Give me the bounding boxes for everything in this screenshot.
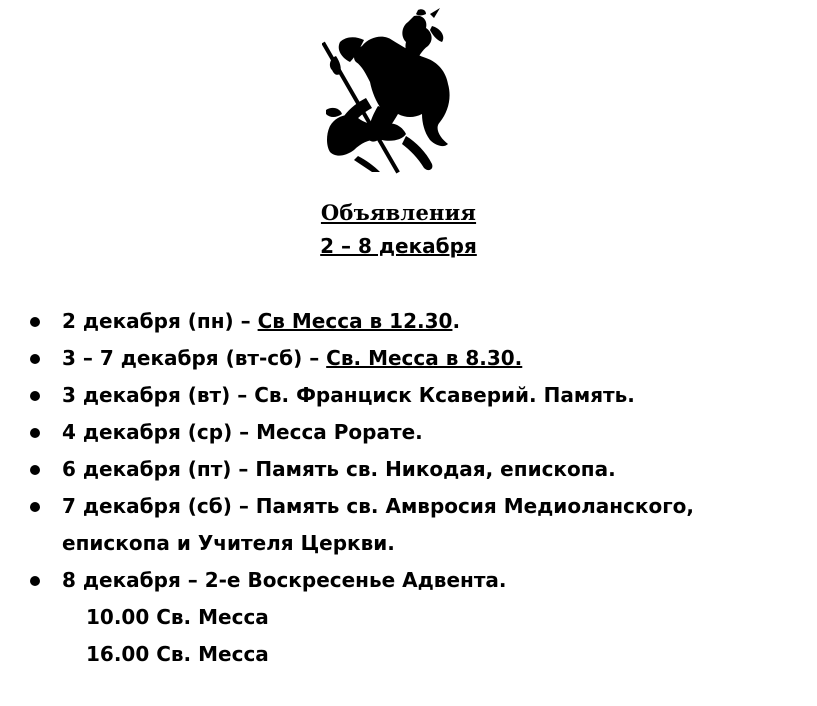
- bullet-icon: [30, 502, 40, 512]
- mass-time-underlined: Св. Месса в 8.30.: [326, 346, 523, 370]
- bullet-icon: [30, 576, 40, 586]
- bullet-icon: [30, 428, 40, 438]
- bullet-icon: [30, 354, 40, 364]
- mass-time-underlined: Св Месса в 12.30: [257, 309, 453, 333]
- bullet-icon: [30, 317, 40, 327]
- page-title: Объявления: [320, 200, 477, 225]
- list-item: 3 – 7 декабря (вт-сб) – Св. Месса в 8.30.: [0, 340, 817, 377]
- mass-schedule-line: 10.00 Св. Месса: [86, 605, 269, 629]
- list-item: 4 декабря (ср) – Месса Рорате.: [0, 414, 817, 451]
- list-item-continuation: епископа и Учителя Церкви.: [62, 531, 395, 555]
- list-item: 6 декабря (пт) – Память св. Никодая, епископа.: [0, 451, 817, 488]
- bullet-icon: [30, 391, 40, 401]
- mass-schedule-line: 16.00 Св. Месса: [86, 642, 269, 666]
- list-item: 8 декабря – 2-е Воскресенье Адвента. 10.00 Св. Месса 16.00 Св. Месса: [0, 562, 817, 673]
- announcement-list: [0, 303, 817, 673]
- saint-george-dragon-icon: [322, 6, 462, 174]
- list-item: 2 декабря (пн) – Св Месса в 12.30.: [0, 303, 817, 340]
- bullet-icon: [30, 465, 40, 475]
- list-item: 7 декабря (сб) – Память св. Амвросия Медиоланского, епископа и Учителя Церкви.: [0, 488, 817, 562]
- list-item: 3 декабря (вт) – Св. Франциск Ксаверий. Память.: [0, 377, 817, 414]
- page-subtitle-dates: 2 – 8 декабря: [320, 234, 477, 258]
